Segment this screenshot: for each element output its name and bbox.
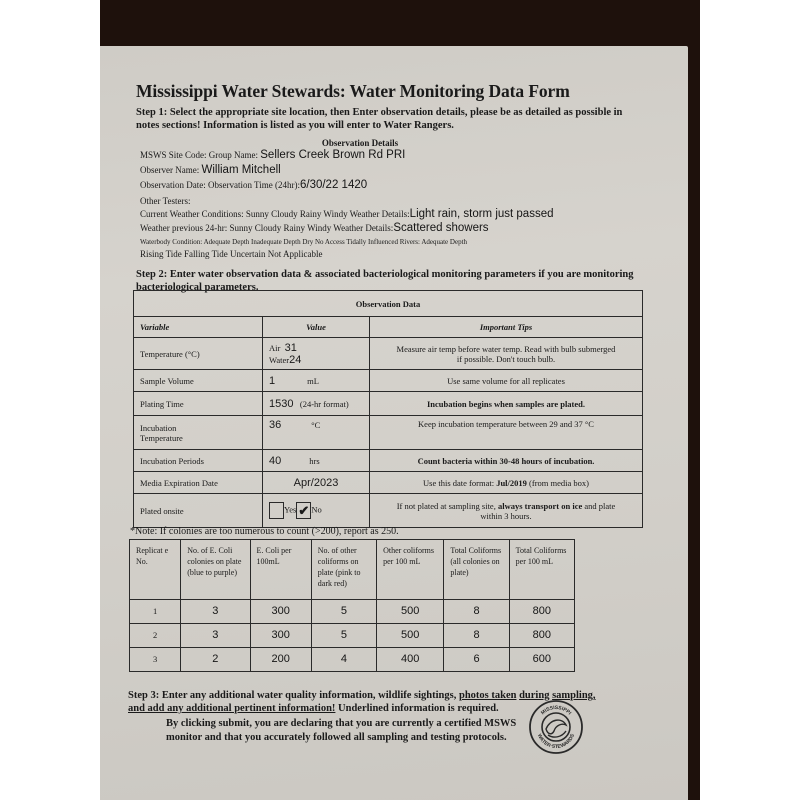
plated-onsite-label: Plated onsite	[134, 494, 263, 528]
logo-top-text: MISSISSIPPI	[539, 704, 573, 717]
table-row	[134, 392, 643, 416]
media-expiration-cell	[263, 472, 370, 494]
plating-time-cell	[263, 392, 370, 416]
plating-time-tip: Incubation begins when samples are plated.	[370, 392, 643, 416]
other-colonies-cell[interactable]: 5	[311, 624, 376, 648]
header-replicate: Replicat e No.	[130, 540, 181, 600]
media-tip-suffix: (from media box)	[529, 477, 589, 488]
incubation-periods-unit: hrs	[309, 455, 320, 466]
table-row	[134, 416, 643, 450]
colony-note: *Note: If colonies are too numerous to count (>200), report as 250.	[130, 526, 399, 537]
total-colonies-cell[interactable]: 8	[444, 600, 509, 624]
incubation-periods-cell	[263, 450, 370, 472]
other-colonies-cell[interactable]: 5	[311, 600, 376, 624]
other-colonies-cell[interactable]: 4	[311, 648, 376, 672]
step3-required-during: during	[519, 690, 550, 701]
table-row	[130, 624, 575, 648]
other-per-100ml-cell[interactable]: 400	[377, 648, 444, 672]
step3-required-sampling: sampling,	[552, 690, 596, 701]
observer-label: Observer Name:	[140, 165, 200, 175]
step1-line1: Step 1: Select the appropriate site location, then Enter observation details, please be as detailed as possible in	[136, 107, 623, 118]
media-expiration-label: Media Expiration Date	[134, 472, 263, 494]
plated-tip-line2: within 3 hours.	[480, 510, 532, 521]
site-field	[140, 149, 405, 161]
temperature-tip-line1: Measure air temp before water temp. Read with bulb submerged	[396, 343, 616, 354]
temperature-values	[263, 338, 370, 370]
observation-details-heading: Observation Details	[321, 138, 399, 148]
incubation-periods-label: Incubation Periods	[134, 450, 263, 472]
plated-no-checkbox[interactable]: ✔	[296, 502, 311, 519]
step3-required-info: and add any additional pertinent information!	[128, 703, 336, 714]
colony-header-row	[130, 540, 575, 600]
table-row	[134, 338, 643, 370]
plated-yes-checkbox[interactable]	[269, 502, 284, 519]
step3-suffix: Underlined information is required.	[338, 703, 499, 714]
table-row	[130, 648, 575, 672]
air-temp-value[interactable]: 31	[284, 341, 297, 354]
waterbody-label: Waterbody Condition: Adequate Depth Inadequate Depth Dry No Access Tidally Influenced Rivers:	[140, 238, 420, 246]
table-row	[134, 472, 643, 494]
total-per-100ml-cell[interactable]: 800	[509, 624, 574, 648]
sample-volume-tip: Use same volume for all replicates	[370, 370, 643, 392]
header-total-per-100ml: Total Coliforms per 100 mL	[509, 540, 574, 600]
table-header-row	[134, 317, 643, 338]
observer-value[interactable]: William Mitchell	[201, 164, 281, 176]
total-colonies-cell[interactable]: 6	[444, 648, 509, 672]
step2-line1: Step 2: Enter water observation data & associated bacteriological monitoring parameters if you are monitoring	[136, 269, 634, 280]
sample-volume-label: Sample Volume	[134, 370, 263, 392]
ecoli-colonies-cell[interactable]: 2	[181, 648, 250, 672]
incubation-temp-tip: Keep incubation temperature between 29 and 37 °C	[370, 416, 643, 450]
ecoli-colonies-cell[interactable]: 3	[181, 600, 250, 624]
prev-weather-label: Weather previous 24-hr: Sunny Cloudy Rainy Windy Weather Details:	[140, 223, 394, 233]
waterbody-field	[140, 238, 467, 246]
table-row	[134, 370, 643, 392]
step2-line2: bacteriological parameters.	[136, 282, 259, 293]
step3-required-photos: photos taken	[458, 690, 517, 701]
sample-volume-value[interactable]: 1	[269, 374, 276, 387]
incubation-temp-unit: °C	[311, 420, 321, 430]
ecoli-per-100ml-cell[interactable]: 300	[250, 600, 311, 624]
header-value: Value	[263, 317, 370, 338]
current-weather-label: Current Weather Conditions: Sunny Cloudy Rainy Windy Weather Details:	[140, 209, 410, 219]
plating-time-label: Plating Time	[134, 392, 263, 416]
date-field	[140, 179, 367, 191]
sample-volume-cell	[263, 370, 370, 392]
total-per-100ml-cell[interactable]: 600	[509, 648, 574, 672]
incubation-periods-value[interactable]: 40	[269, 454, 282, 467]
media-expiration-tip	[370, 472, 643, 494]
table-title-row	[134, 291, 643, 317]
header-ecoli-per-100ml: E. Coli per 100mL	[250, 540, 311, 600]
date-label: Observation Date: Observation Time (24hr):	[140, 180, 300, 190]
form-title: Mississippi Water Stewards: Water Monitoring Data Form	[136, 81, 570, 101]
replicate-no: 1	[130, 600, 181, 624]
plated-onsite-tip	[370, 494, 643, 528]
waterbody-value[interactable]: Adequate Depth	[421, 238, 468, 246]
other-per-100ml-cell[interactable]: 500	[377, 600, 444, 624]
plated-tip-prefix: If not plated at sampling site,	[396, 500, 496, 511]
water-label: Water	[269, 354, 290, 365]
plated-tip-bold: always transport on ice	[497, 500, 583, 511]
prev-weather-value[interactable]: Scattered showers	[393, 222, 489, 234]
step3-instructions	[128, 689, 596, 715]
header-variable: Variable	[134, 317, 263, 338]
media-tip-example: Jul/2019	[496, 477, 527, 488]
replicate-no: 3	[130, 648, 181, 672]
replicate-no: 2	[130, 624, 181, 648]
plated-yes-label: Yes	[284, 504, 297, 515]
plated-onsite-cell	[263, 494, 370, 528]
tide-field: Rising Tide Falling Tide Uncertain Not Applicable	[140, 249, 323, 259]
plated-no-label: No	[311, 504, 322, 515]
incubation-temp-cell	[263, 416, 370, 450]
prev-weather-field	[140, 222, 489, 234]
other-testers-field	[140, 196, 190, 206]
incubation-periods-tip: Count bacteria within 30-48 hours of incubation.	[370, 450, 643, 472]
incubation-temp-value[interactable]: 36	[269, 419, 282, 431]
ecoli-per-100ml-cell[interactable]: 200	[250, 648, 311, 672]
form-paper	[100, 46, 688, 800]
plated-tip-suffix: and plate	[584, 500, 616, 511]
declaration	[166, 717, 516, 745]
header-ecoli-colonies: No. of E. Coli colonies on plate (blue to purple)	[181, 540, 250, 600]
other-per-100ml-cell[interactable]: 500	[377, 624, 444, 648]
current-weather-field	[140, 208, 554, 220]
observer-field	[140, 164, 281, 176]
media-expiration-value[interactable]: Apr/2023	[293, 476, 339, 489]
logo-bottom-text: WATER·STEWARDS	[535, 733, 577, 751]
sample-volume-unit: mL	[307, 375, 319, 386]
ecoli-per-100ml-cell[interactable]: 300	[250, 624, 311, 648]
total-per-100ml-cell[interactable]: 800	[509, 600, 574, 624]
observation-data-title: Observation Data	[134, 291, 643, 317]
declaration-line2: monitor and that you accurately followed all sampling and testing protocols.	[166, 732, 507, 743]
site-value[interactable]: Sellers Creek Brown Rd PRI	[260, 149, 406, 161]
water-temp-value[interactable]: 24	[289, 353, 302, 366]
header-other-per-100ml: Other coliforms per 100 mL	[377, 540, 444, 600]
table-row	[134, 450, 643, 472]
ecoli-colonies-cell[interactable]: 3	[181, 624, 250, 648]
declaration-line1: By clicking submit, you are declaring that you are currently a certified MSWS	[166, 718, 517, 729]
incubation-temp-label-line1: Incubation	[140, 422, 177, 433]
document-photo	[100, 0, 700, 800]
table-row	[134, 494, 643, 528]
header-total-colonies: Total Coliforms (all colonies on plate)	[444, 540, 509, 600]
msws-logo-icon	[528, 699, 584, 755]
step1-instructions	[136, 106, 622, 132]
temperature-label: Temperature (°C)	[134, 338, 263, 370]
plating-time-value[interactable]: 1530	[269, 397, 294, 410]
total-colonies-cell[interactable]: 8	[444, 624, 509, 648]
current-weather-value[interactable]: Light rain, storm just passed	[409, 208, 554, 220]
colony-count-table	[129, 539, 575, 672]
plating-time-unit: (24-hr format)	[299, 398, 349, 409]
date-value[interactable]: 6/30/22 1420	[299, 179, 368, 191]
other-testers-label: Other Testers:	[140, 196, 191, 206]
observation-data-table	[133, 290, 643, 528]
temperature-tip-line2: if possible. Don't touch bulb.	[456, 353, 556, 364]
header-other-colonies: No. of other coliforms on plate (pink to dark red)	[311, 540, 376, 600]
incubation-temp-label	[134, 416, 263, 450]
header-tips: Important Tips	[370, 317, 643, 338]
step3-prefix: Step 3: Enter any additional water quality information, wildlife sightings,	[128, 690, 457, 701]
air-label: Air	[269, 342, 281, 353]
incubation-temp-label-line2: Temperature	[140, 432, 183, 443]
table-row	[130, 600, 575, 624]
media-tip-prefix: Use this date format:	[423, 477, 495, 488]
temperature-tip	[370, 338, 643, 370]
step1-line2: notes sections! Information is listed as you will enter to Water Rangers.	[136, 120, 454, 131]
site-label: MSWS Site Code: Group Name:	[140, 150, 258, 160]
